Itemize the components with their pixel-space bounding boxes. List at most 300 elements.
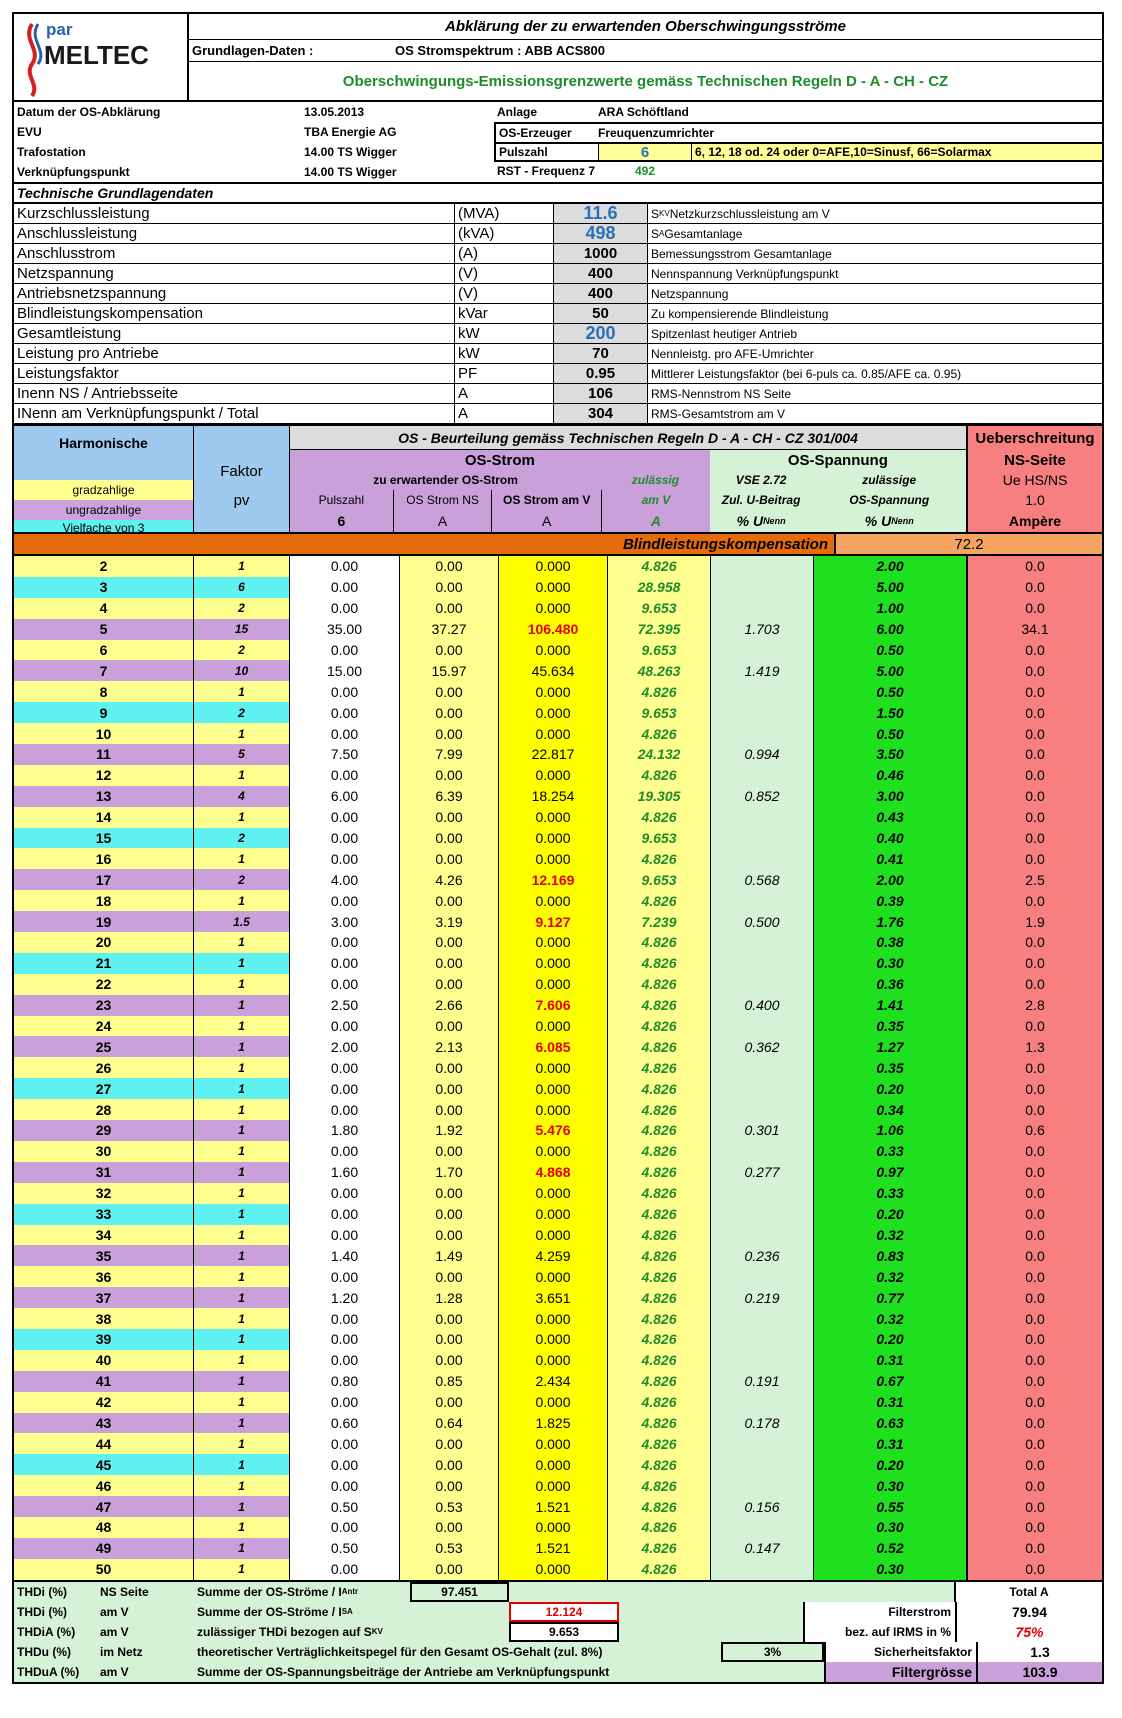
- pulszahl-value: 4.00: [290, 869, 400, 890]
- harmonic-row: [14, 1099, 1102, 1120]
- harmonic-order: 23: [14, 995, 194, 1016]
- os-strom-ns: 0.00: [400, 1517, 499, 1538]
- harmonic-order: 35: [14, 1245, 194, 1266]
- pulszahl-value: 0.00: [290, 1057, 400, 1078]
- zul-os-spannung: 0.36: [814, 974, 968, 995]
- beurteilung-header: [290, 426, 966, 532]
- faktor-pv: 1: [194, 681, 290, 702]
- os-strom-v: 0.000: [499, 1225, 608, 1246]
- zulaessig-a: 9.653: [608, 869, 711, 890]
- thdia-sub: am V: [100, 1624, 129, 1639]
- ns-ueberschreitung: 0.0: [968, 1433, 1102, 1454]
- tech-value[interactable]: 0.95: [554, 364, 648, 383]
- os-strom-ns: 0.00: [400, 1141, 499, 1162]
- os-strom-ns: 0.00: [400, 1225, 499, 1246]
- harmonic-order: 31: [14, 1162, 194, 1183]
- harmonic-row: [14, 765, 1102, 786]
- irms-label: bez. auf IRMS in %: [803, 1622, 955, 1642]
- thdi-ns-desc: Summe der OS-Ströme / I: [197, 1584, 342, 1599]
- harmonic-row: [14, 1287, 1102, 1308]
- ns-ueberschreitung: 0.0: [968, 1413, 1102, 1434]
- ns-ueberschreitung: 0.6: [968, 1120, 1102, 1141]
- vse-beitrag: 0.852: [711, 786, 814, 807]
- zul-os-spannung: 0.40: [814, 828, 968, 849]
- thdi-v-sub: am V: [100, 1604, 129, 1619]
- tech-value[interactable]: 1000: [554, 244, 648, 263]
- os-strom-ns: 0.00: [400, 1392, 499, 1413]
- os-strom-v: 1.825: [499, 1413, 608, 1434]
- tech-value[interactable]: 70: [554, 344, 648, 363]
- pulszahl-value[interactable]: 6: [598, 144, 692, 160]
- harmonic-row: [14, 640, 1102, 661]
- unit-a-1: A: [393, 510, 492, 532]
- unit-a-2: A: [491, 510, 601, 532]
- ns-ueberschreitung: 0.0: [968, 1141, 1102, 1162]
- harmonic-row: [14, 932, 1102, 953]
- ns-ueberschreitung: 0.0: [968, 723, 1102, 744]
- vse-beitrag: [711, 1078, 814, 1099]
- os-strom-ns: 0.00: [400, 848, 499, 869]
- zulaessig-a: 4.826: [608, 1454, 711, 1475]
- harmonic-order: 24: [14, 1016, 194, 1037]
- harmonic-order: 32: [14, 1183, 194, 1204]
- note-sub: KV: [659, 209, 670, 218]
- vse-beitrag: [711, 1183, 814, 1204]
- zul-os-spannung: 0.33: [814, 1183, 968, 1204]
- page-subtitle: Oberschwingungs-Emissionsgrenzwerte gemäss Technischen Regeln D - A - CH - CZ: [342, 72, 949, 90]
- faktor-pv: 1: [194, 1225, 290, 1246]
- zul-os-spannung: 1.41: [814, 995, 968, 1016]
- zulaessig-a: 9.653: [608, 598, 711, 619]
- faktor-pv: 1: [194, 1099, 290, 1120]
- os-strom-v: 2.434: [499, 1371, 608, 1392]
- vse-beitrag: [711, 1454, 814, 1475]
- tech-note: Mittlerer Leistungsfaktor (bei 6-puls ca. 0.85/AFE ca. 0.95): [651, 366, 962, 381]
- tech-value[interactable]: 400: [554, 264, 648, 283]
- zulaessig-a: 4.826: [608, 1475, 711, 1496]
- vse-beitrag: [711, 1204, 814, 1225]
- harmonic-row: [14, 723, 1102, 744]
- os-strom-ns: 7.99: [400, 744, 499, 765]
- os-strom-v: 0.000: [499, 1057, 608, 1078]
- faktor-pv: 1: [194, 974, 290, 995]
- os-strom-v: 0.000: [499, 807, 608, 828]
- zulaessig-a: 4.826: [608, 1162, 711, 1183]
- vse-beitrag: [711, 890, 814, 911]
- pulszahl-value: 0.50: [290, 1538, 400, 1559]
- thdi-v-value: 12.124: [509, 1602, 619, 1622]
- harmonic-row: [14, 1036, 1102, 1057]
- os-strom-v: 0.000: [499, 1454, 608, 1475]
- os-strom-ns: 0.00: [400, 932, 499, 953]
- harmonic-row: [14, 1016, 1102, 1037]
- harmonic-row: [14, 577, 1102, 598]
- tech-row: [14, 324, 1102, 344]
- zul-os-spannung: 0.38: [814, 932, 968, 953]
- logo-big-text: MELTEC: [44, 40, 149, 70]
- ns-ueberschreitung: 0.0: [968, 1454, 1102, 1475]
- technische-title: Technische Grundlagendaten: [17, 185, 214, 201]
- os-strom-ns: 0.85: [400, 1371, 499, 1392]
- os-strom-ns: 0.00: [400, 1475, 499, 1496]
- tech-row: [14, 264, 1102, 284]
- vse-beitrag: [711, 1099, 814, 1120]
- zulaessig-a: 4.826: [608, 1016, 711, 1037]
- faktor-pv: 6: [194, 577, 290, 598]
- tech-unit: (V): [455, 264, 554, 283]
- pulszahl-col-label: Pulszahl: [290, 490, 393, 510]
- pulszahl-value: 0.00: [290, 723, 400, 744]
- os-strom-ns: 3.19: [400, 911, 499, 932]
- harmonic-row: [14, 848, 1102, 869]
- zulaessig-a: 4.826: [608, 1392, 711, 1413]
- os-strom-ns: 0.53: [400, 1538, 499, 1559]
- zul-os-spannung: 0.30: [814, 953, 968, 974]
- harmonic-row: [14, 974, 1102, 995]
- faktor-pv: 2: [194, 598, 290, 619]
- unit-unenn-sub-2: Nenn: [891, 516, 914, 526]
- tech-value[interactable]: 106: [554, 384, 648, 403]
- tech-row: [14, 204, 1102, 224]
- tech-label: Leistung pro Antriebe: [14, 344, 455, 363]
- harmonic-order: 10: [14, 723, 194, 744]
- zulaessig-a: 48.263: [608, 660, 711, 681]
- pulszahl-note: 6, 12, 18 od. 24 oder 0=AFE,10=Sinusf, 66=Solarmax: [692, 144, 1102, 160]
- harmonic-order: 28: [14, 1099, 194, 1120]
- harmonic-row: [14, 1245, 1102, 1266]
- vse-beitrag: [711, 1266, 814, 1287]
- zul-os-spannung: 0.32: [814, 1266, 968, 1287]
- zulaessig-a: 4.826: [608, 1141, 711, 1162]
- pulszahl-value: 0.00: [290, 702, 400, 723]
- rst-label: RST - Frequenz 7: [497, 164, 596, 178]
- vse-beitrag: [711, 556, 814, 577]
- zul-os-spannung: 0.33: [814, 1141, 968, 1162]
- os-strom-ns: 0.00: [400, 1433, 499, 1454]
- zul-os-spannung: 0.55: [814, 1496, 968, 1517]
- thdu-label: THDu (%): [17, 1644, 71, 1659]
- tech-value[interactable]: 400: [554, 284, 648, 303]
- harmonic-row: [14, 1162, 1102, 1183]
- ns-ueberschreitung: 0.0: [968, 1392, 1102, 1413]
- ns-ueberschreitung: 0.0: [968, 1559, 1102, 1580]
- vse-beitrag: [711, 974, 814, 995]
- os-strom-v: 1.521: [499, 1496, 608, 1517]
- harmonic-row: [14, 1475, 1102, 1496]
- pulszahl-value: 0.00: [290, 1266, 400, 1287]
- zulaessig-a: 24.132: [608, 744, 711, 765]
- zul-os-spannung: 2.00: [814, 869, 968, 890]
- harmonic-order: 11: [14, 744, 194, 765]
- ns-ueberschreitung: 0.0: [968, 1204, 1102, 1225]
- os-strom-ns: 0.00: [400, 598, 499, 619]
- faktor-pv: 1: [194, 848, 290, 869]
- zulaessig-a: 4.826: [608, 1538, 711, 1559]
- pulszahl-value: 0.00: [290, 1329, 400, 1350]
- legend-gerad: gradzahlige: [14, 480, 193, 500]
- harmonic-order: 37: [14, 1287, 194, 1308]
- zulaessig-a: 4.826: [608, 556, 711, 577]
- pulszahl-value: 0.00: [290, 1559, 400, 1580]
- info-row: [14, 142, 494, 162]
- vse-beitrag: [711, 848, 814, 869]
- tech-row: [14, 244, 1102, 264]
- harmonic-order: 18: [14, 890, 194, 911]
- vse-beitrag: [711, 640, 814, 661]
- zulaessig-a: 4.826: [608, 1287, 711, 1308]
- os-spg-col-label: OS-Spannung: [812, 490, 966, 510]
- os-strom-v: 22.817: [499, 744, 608, 765]
- harmonic-order: 2: [14, 556, 194, 577]
- faktor-pv: 1: [194, 1329, 290, 1350]
- zul-os-spannung: 0.20: [814, 1078, 968, 1099]
- harmonic-row: [14, 1350, 1102, 1371]
- harmonic-order: 25: [14, 1036, 194, 1057]
- harmonics-sheet: [12, 12, 1104, 1684]
- header-titles: [189, 14, 1102, 100]
- filtergroesse-label: Filtergrösse: [824, 1662, 976, 1682]
- os-strom-v: 9.127: [499, 911, 608, 932]
- os-strom-v: 4.259: [499, 1245, 608, 1266]
- info-row: [14, 102, 494, 122]
- harmonic-row: [14, 1308, 1102, 1329]
- harmonic-order: 43: [14, 1413, 194, 1434]
- os-strom-ns: 0.00: [400, 1266, 499, 1287]
- zul-os-spannung: 0.20: [814, 1204, 968, 1225]
- ns-ueberschreitung: 0.0: [968, 681, 1102, 702]
- tech-unit: kW: [455, 324, 554, 343]
- faktor-pv: 1: [194, 1308, 290, 1329]
- vse-beitrag: 1.703: [711, 619, 814, 640]
- vse-beitrag: [711, 765, 814, 786]
- os-strom-v: 0.000: [499, 1266, 608, 1287]
- sicherheitsfaktor-value: 1.3: [976, 1642, 1102, 1662]
- zulaessig-a: 4.826: [608, 1329, 711, 1350]
- os-strom-v: 4.868: [499, 1162, 608, 1183]
- os-strom-ns: 0.00: [400, 1204, 499, 1225]
- zul-os-spannung: 0.30: [814, 1517, 968, 1538]
- os-strom-v: 0.000: [499, 577, 608, 598]
- faktor-pv: 1: [194, 953, 290, 974]
- ns-ueberschreitung: 0.0: [968, 807, 1102, 828]
- thdua-label: THDuA (%): [17, 1664, 80, 1679]
- zul-os-spannung: 0.31: [814, 1433, 968, 1454]
- faktor-pv: 1: [194, 1266, 290, 1287]
- os-strom-ns: 0.00: [400, 890, 499, 911]
- zul-os-spannung: 0.30: [814, 1475, 968, 1496]
- zulaessig-a: 4.826: [608, 953, 711, 974]
- pulszahl-value: 0.50: [290, 1496, 400, 1517]
- zul-os-spannung: 0.20: [814, 1329, 968, 1350]
- os-strom-ns: 0.00: [400, 1078, 499, 1099]
- ns-ueberschreitung: 0.0: [968, 1078, 1102, 1099]
- pulszahl-value: 0.80: [290, 1371, 400, 1392]
- ns-seite-label: NS-Seite: [1004, 451, 1066, 469]
- tech-unit: kW: [455, 344, 554, 363]
- os-strom-ns: 1.49: [400, 1245, 499, 1266]
- vse-beitrag: [711, 1350, 814, 1371]
- os-strom-ns: 4.26: [400, 869, 499, 890]
- ns-ueberschreitung: 0.0: [968, 1496, 1102, 1517]
- note-prefix: S: [651, 226, 660, 241]
- zul-u-col-label: Zul. U-Beitrag: [710, 490, 813, 510]
- zul-os-spannung: 0.35: [814, 1016, 968, 1037]
- info-row: [14, 162, 494, 182]
- faktor-pv: 1.5: [194, 911, 290, 932]
- zulaessig-a: 4.826: [608, 807, 711, 828]
- note-prefix: S: [651, 206, 660, 221]
- ampere-label: Ampère: [1008, 513, 1062, 529]
- zulaessig-a: 4.826: [608, 1078, 711, 1099]
- thdi-ns-label: THDi (%): [17, 1584, 67, 1599]
- zul-os-spannung: 0.50: [814, 640, 968, 661]
- faktor-pv: 1: [194, 1057, 290, 1078]
- os-strom-ns: 1.28: [400, 1287, 499, 1308]
- tech-unit: PF: [455, 364, 554, 383]
- vse-beitrag: 1.419: [711, 660, 814, 681]
- os-strom-v: 3.651: [499, 1287, 608, 1308]
- vse-beitrag: [711, 1329, 814, 1350]
- os-strom-v: 0.000: [499, 890, 608, 911]
- ns-ueberschreitung: 0.0: [968, 1350, 1102, 1371]
- zulaessig-a: 4.826: [608, 1120, 711, 1141]
- faktor-pv: 2: [194, 869, 290, 890]
- faktor-pv: 1: [194, 556, 290, 577]
- vse-beitrag: 0.568: [711, 869, 814, 890]
- os-strom-ns: 0.53: [400, 1496, 499, 1517]
- tech-value[interactable]: 304: [554, 404, 648, 423]
- ns-ueberschreitung: 0.0: [968, 1016, 1102, 1037]
- tech-value[interactable]: 200: [554, 324, 648, 343]
- os-strom-ns: 2.66: [400, 995, 499, 1016]
- zulaessig-a: 7.239: [608, 911, 711, 932]
- pulszahl-value: 0.00: [290, 1225, 400, 1246]
- harmonic-row: [14, 786, 1102, 807]
- harmonic-order: 20: [14, 932, 194, 953]
- zul-os-spannung: 0.50: [814, 681, 968, 702]
- faktor-pv: 1: [194, 1454, 290, 1475]
- thdia-desc: zulässiger THDi bezogen auf S: [197, 1624, 372, 1639]
- os-strom-v: 106.480: [499, 619, 608, 640]
- vse-beitrag: 0.362: [711, 1036, 814, 1057]
- harmonic-order: 13: [14, 786, 194, 807]
- os-strom-v: 7.606: [499, 995, 608, 1016]
- harmonic-row: [14, 744, 1102, 765]
- zulaessig-a: 4.826: [608, 1225, 711, 1246]
- faktor-pv: 1: [194, 1559, 290, 1580]
- tech-note: [648, 204, 1102, 223]
- zulaessig-label: zulässig: [601, 470, 710, 490]
- harmonic-order: 17: [14, 869, 194, 890]
- harmonic-order: 49: [14, 1538, 194, 1559]
- vse-beitrag: [711, 1016, 814, 1037]
- ns-ueberschreitung: 0.0: [968, 848, 1102, 869]
- legend-drei: Vielfache von 3: [14, 520, 193, 532]
- vse-beitrag: 0.178: [711, 1413, 814, 1434]
- harmonic-row: [14, 1559, 1102, 1580]
- irms-value: 75%: [955, 1622, 1102, 1642]
- faktor-pv: 1: [194, 1287, 290, 1308]
- harmonic-order: 41: [14, 1371, 194, 1392]
- vse-beitrag: 0.191: [711, 1371, 814, 1392]
- ns-ueberschreitung: 2.8: [968, 995, 1102, 1016]
- os-strom-v: 0.000: [499, 1204, 608, 1225]
- os-strom-v: 0.000: [499, 1141, 608, 1162]
- os-strom-v: 0.000: [499, 1475, 608, 1496]
- zulaessig-a: 4.826: [608, 1204, 711, 1225]
- harmonics-table-body: [12, 554, 1104, 1582]
- vse-beitrag: 0.219: [711, 1287, 814, 1308]
- unit-unenn-2: % U: [864, 513, 892, 529]
- pulszahl-value: 0.00: [290, 828, 400, 849]
- zulaessig-a: 4.826: [608, 1496, 711, 1517]
- pulszahl-value: 0.00: [290, 765, 400, 786]
- ns-ueberschreitung: 0.0: [968, 974, 1102, 995]
- zulaessig-a: 4.826: [608, 890, 711, 911]
- faktor-pv: 2: [194, 640, 290, 661]
- harmonic-order: 16: [14, 848, 194, 869]
- harmonic-row: [14, 1454, 1102, 1475]
- company-logo: [14, 14, 189, 100]
- os-strom-v: 45.634: [499, 660, 608, 681]
- zul-os-spannung: 0.43: [814, 807, 968, 828]
- harmonic-row: [14, 995, 1102, 1016]
- zulaessig-a: 4.826: [608, 932, 711, 953]
- zul-os-spannung: 1.76: [814, 911, 968, 932]
- vse-beitrag: [711, 1308, 814, 1329]
- os-strom-v: 0.000: [499, 953, 608, 974]
- ns-ueberschreitung: 0.0: [968, 953, 1102, 974]
- harmonic-row: [14, 890, 1102, 911]
- os-strom-v: 0.000: [499, 848, 608, 869]
- os-strom-ns: 0.00: [400, 1329, 499, 1350]
- harmonic-row: [14, 619, 1102, 640]
- note-text: Gesamtanlage: [664, 226, 743, 241]
- zul-os-spannung: 0.67: [814, 1371, 968, 1392]
- tech-row: [14, 384, 1102, 404]
- vse-beitrag: [711, 598, 814, 619]
- ue-hs-value: 1.0: [1025, 492, 1045, 508]
- faktor-pv: 1: [194, 723, 290, 744]
- harmonic-order: 40: [14, 1350, 194, 1371]
- ns-ueberschreitung: 0.0: [968, 1308, 1102, 1329]
- thdi-v-label: THDi (%): [17, 1604, 67, 1619]
- os-strom-ns: 0.00: [400, 640, 499, 661]
- harmonic-order: 21: [14, 953, 194, 974]
- harmonic-order: 4: [14, 598, 194, 619]
- tech-value[interactable]: 498: [554, 224, 648, 243]
- tech-row: [14, 404, 1102, 424]
- harmonic-row: [14, 1183, 1102, 1204]
- vse-beitrag: [711, 1517, 814, 1538]
- tech-value[interactable]: 11.6: [554, 204, 648, 223]
- tech-label: Blindleistungskompensation: [14, 304, 455, 323]
- pulszahl-value: 0.00: [290, 1308, 400, 1329]
- os-strom-ns: 0.00: [400, 556, 499, 577]
- harmonic-row: [14, 1392, 1102, 1413]
- harmonic-order: 3: [14, 577, 194, 598]
- faktor-pv: 2: [194, 702, 290, 723]
- os-strom-ns: 0.00: [400, 1183, 499, 1204]
- vse-beitrag: 0.147: [711, 1538, 814, 1559]
- tech-value[interactable]: 50: [554, 304, 648, 323]
- os-strom-v: 0.000: [499, 640, 608, 661]
- vse-beitrag: [711, 1475, 814, 1496]
- vse-beitrag: [711, 1225, 814, 1246]
- os-strom-ns: 0.64: [400, 1413, 499, 1434]
- os-strom-v: 0.000: [499, 1183, 608, 1204]
- zulaessig-a: 4.826: [608, 1266, 711, 1287]
